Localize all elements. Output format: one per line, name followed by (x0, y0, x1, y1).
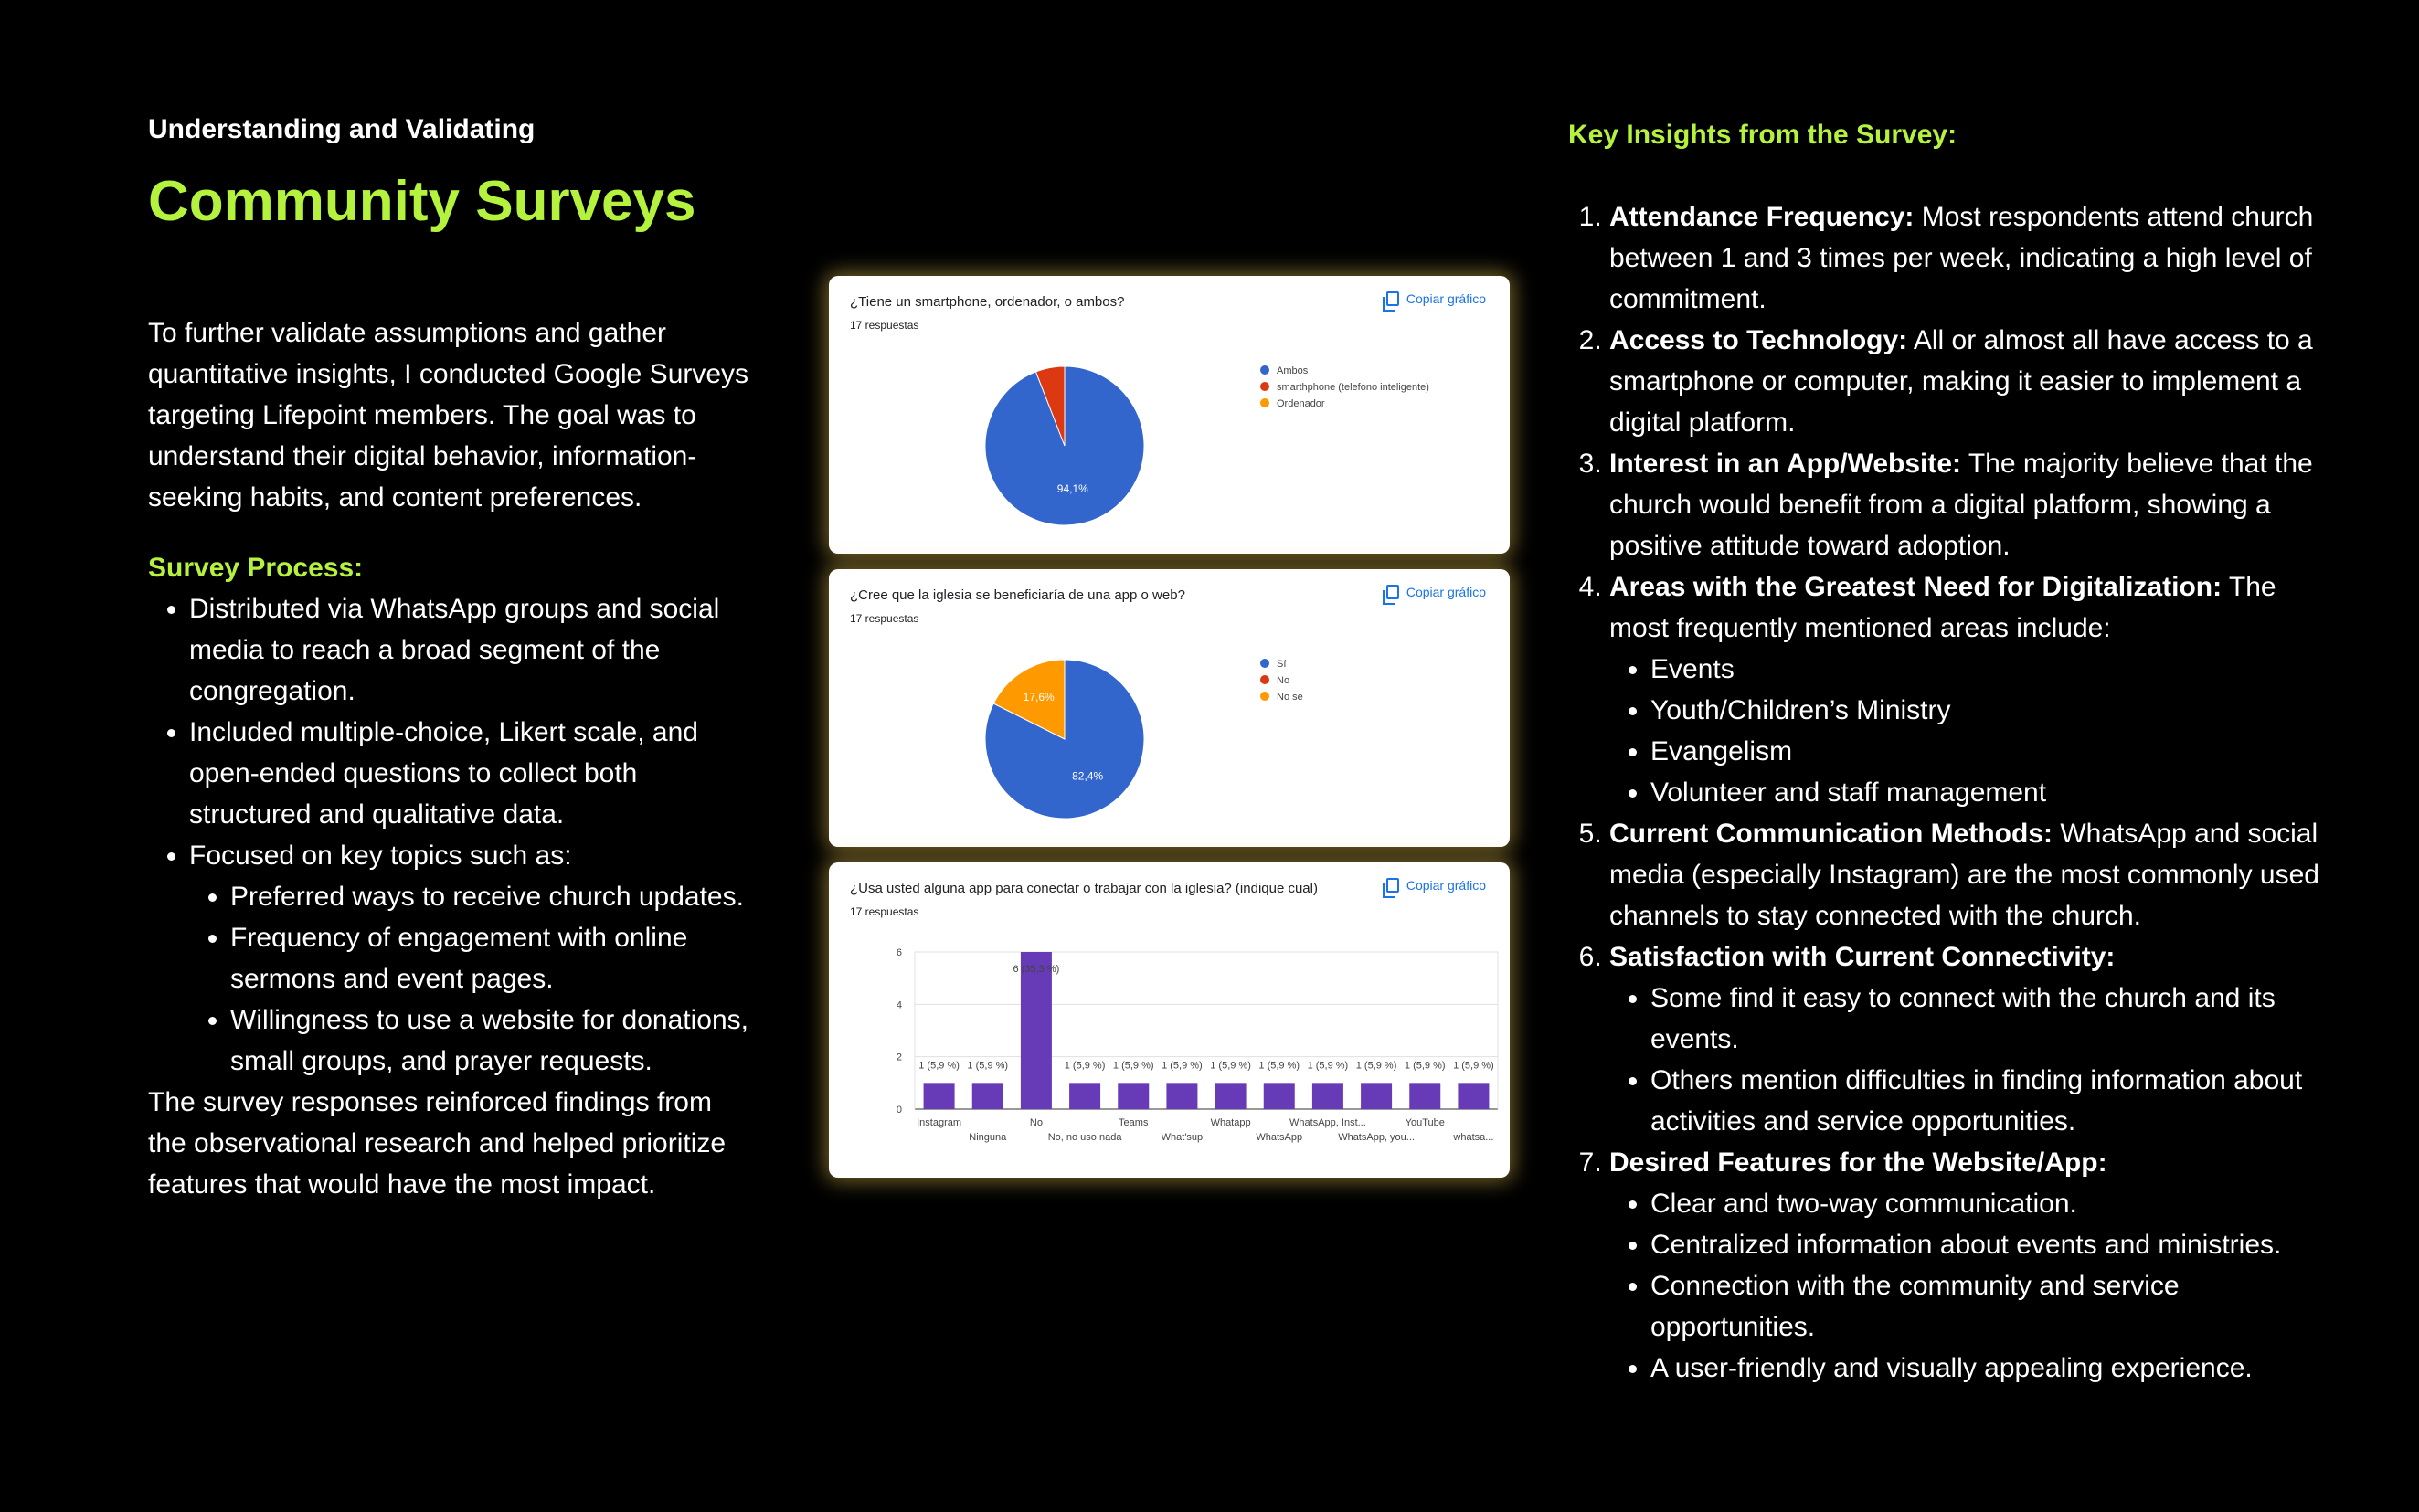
x-tick-label: What'sup (1161, 1132, 1204, 1143)
survey-process-list (148, 588, 751, 1082)
x-tick-label: Instagram (917, 1117, 962, 1128)
digitalization-areas-list (1609, 649, 2327, 813)
list-item (189, 835, 751, 1082)
copy-chart-label: Copiar gráfico (1406, 585, 1486, 599)
bar-data-label: 1 (5,9 %) (1355, 1060, 1397, 1072)
insight-item (1609, 936, 2327, 1142)
chart-card-benefit (829, 569, 1510, 847)
slice-label: 82,4% (1072, 769, 1104, 783)
legend-swatch (1260, 659, 1269, 668)
x-tick-label: WhatsApp, you... (1338, 1132, 1415, 1143)
response-count: 17 respuestas (850, 319, 919, 332)
list-item: • Frequency of engagement with online sermons and event pages. (230, 917, 751, 999)
list-item: • Others mention difficulties in finding information about activities and service opportunities. (1650, 1060, 2327, 1142)
legend-label: smarthphone (telefono inteligente) (1277, 382, 1429, 393)
legend-swatch (1260, 382, 1269, 391)
insight-item (1609, 443, 2327, 566)
insight-text: WhatsApp and social media (especially Instagram) are the most commonly used channels to stay connected with the church. (1609, 819, 2319, 931)
y-tick-label: 0 (896, 1105, 902, 1115)
x-tick-label: WhatsApp, Inst... (1289, 1117, 1366, 1128)
bar-data-label: 6 (35,3 %) (1013, 964, 1060, 975)
intro-paragraph: To further validate assumptions and gather quantitative insights, I conducted Google Surveys targeting Lifepoint members. The goal was to understand their digital behavior, information-seeking habits, and content preferences. (148, 318, 749, 513)
bar (1312, 1083, 1343, 1109)
bar (1458, 1083, 1489, 1109)
bar (924, 1083, 955, 1109)
closing-paragraph: The survey responses reinforced findings from the observational research and helped prioritize features that would have the most impact. (148, 1087, 727, 1200)
x-tick-label: Whatapp (1210, 1117, 1251, 1128)
list-item: • Preferred ways to receive church updates. (230, 876, 751, 917)
list-item: • Distributed via WhatsApp groups and social media to reach a broad segment of the congregation. (189, 588, 751, 712)
bar (1118, 1083, 1149, 1109)
list-item: • Clear and two-way communication. (1650, 1183, 2327, 1224)
legend-swatch (1260, 675, 1269, 684)
insight-title: Access to Technology: (1609, 325, 1908, 355)
slice-label: 17,6% (1023, 691, 1055, 704)
bar-data-label: 1 (5,9 %) (1112, 1060, 1154, 1072)
y-tick-label: 6 (896, 947, 902, 958)
list-item-text: Focused on key topics such as: (189, 841, 572, 871)
bar-data-label: 1 (5,9 %) (918, 1060, 960, 1072)
x-tick-label: No (1029, 1117, 1043, 1128)
insight-text: All or almost all have access to a smartphone or computer, making it easier to implement a digital platform. (1609, 325, 2313, 438)
list-item: • Volunteer and staff management (1650, 772, 2327, 813)
list-item: • Included multiple-choice, Likert scale, and open-ended questions to collect both structured and qualitative data. (189, 712, 751, 835)
insight-text: The majority believe that the church would benefit from a digital platform, showing a positive attitude toward adoption. (1609, 449, 2313, 561)
chart-card-devices (829, 276, 1510, 554)
insight-item (1609, 196, 2327, 320)
insight-item (1609, 320, 2327, 443)
insight-text: Most respondents attend church between 1 and 3 times per week, indicating a high level of commitment. (1609, 202, 2314, 314)
insight-item (1609, 566, 2327, 813)
bar (1021, 952, 1052, 1109)
y-tick-label: 4 (896, 999, 902, 1011)
insight-title: Interest in an App/Website: (1609, 449, 1962, 479)
x-tick-label: whatsa... (1453, 1132, 1494, 1143)
copy-chart-label: Copiar gráfico (1406, 291, 1486, 306)
legend-label: Ambos (1277, 365, 1309, 376)
bar (1409, 1083, 1440, 1109)
list-item: • Connection with the community and service opportunities. (1650, 1265, 2327, 1348)
list-item: • Willingness to use a website for donations, small groups, and prayer requests. (230, 999, 751, 1082)
topics-list (189, 876, 751, 1082)
list-item: • Youth/Children’s Ministry (1650, 690, 2327, 731)
list-item: • Centralized information about events and ministries. (1650, 1224, 2327, 1265)
bar-data-label: 1 (5,9 %) (1210, 1060, 1251, 1072)
slice-label: 94,1% (1056, 482, 1088, 496)
list-item: • A user-friendly and visually appealing experience. (1650, 1348, 2327, 1389)
bar-data-label: 1 (5,9 %) (1453, 1060, 1494, 1072)
pie-chart-benefit (829, 569, 1510, 847)
insight-title: Desired Features for the Website/App: (1609, 1147, 2107, 1178)
bar (1166, 1083, 1197, 1109)
chart-card-apps (829, 862, 1510, 1178)
legend-label: No sé (1277, 692, 1303, 703)
bar (1361, 1083, 1392, 1109)
x-tick-label: Teams (1119, 1117, 1149, 1128)
response-count: 17 respuestas (850, 905, 919, 918)
insights-column (1568, 114, 2327, 1389)
bar (1069, 1083, 1100, 1109)
connectivity-list (1609, 978, 2327, 1142)
question-title: ¿Tiene un smartphone, ordenador, o ambos? (850, 294, 1125, 310)
legend-label: No (1277, 675, 1290, 686)
legend-swatch (1260, 365, 1269, 375)
charts-column (829, 276, 1510, 1193)
legend-label: Ordenador (1277, 398, 1325, 409)
question-title: ¿Cree que la iglesia se beneficiaría de una app o web? (850, 587, 1185, 603)
desired-features-list (1609, 1183, 2327, 1389)
insight-title: Areas with the Greatest Need for Digitalization: (1609, 572, 2223, 602)
list-item: • Evangelism (1650, 731, 2327, 772)
legend-swatch (1260, 398, 1269, 407)
bar-data-label: 1 (5,9 %) (1404, 1060, 1446, 1072)
list-item: • Events (1650, 649, 2327, 690)
eyebrow: Understanding and Validating (148, 114, 536, 144)
bar-data-label: 1 (5,9 %) (1307, 1060, 1349, 1072)
insights-heading: Key Insights from the Survey: (1568, 120, 1957, 150)
question-title: ¿Usa usted alguna app para conectar o trabajar con la iglesia? (indique cual) (850, 881, 1318, 896)
legend-label: Sí (1277, 659, 1287, 670)
left-column (148, 114, 751, 1205)
bar-data-label: 1 (5,9 %) (1162, 1060, 1203, 1072)
bar (1215, 1083, 1247, 1109)
survey-process-heading: Survey Process: (148, 553, 364, 583)
y-tick-label: 2 (896, 1052, 902, 1063)
bar-chart-apps (829, 862, 1510, 1178)
bar-data-label: 1 (5,9 %) (967, 1060, 1009, 1072)
insight-title: Current Communication Methods: (1609, 819, 2053, 849)
legend-swatch (1260, 692, 1269, 701)
insight-title: Attendance Frequency: (1609, 202, 1915, 232)
insights-list (1568, 196, 2327, 1389)
x-tick-label: YouTube (1405, 1117, 1445, 1128)
bar (1264, 1083, 1295, 1109)
response-count: 17 respuestas (850, 612, 919, 625)
bar-data-label: 1 (5,9 %) (1064, 1060, 1106, 1072)
insight-title: Satisfaction with Current Connectivity: (1609, 942, 2116, 972)
x-tick-label: WhatsApp (1256, 1132, 1303, 1143)
bar-data-label: 1 (5,9 %) (1258, 1060, 1300, 1072)
insight-item (1609, 813, 2327, 936)
copy-chart-label: Copiar gráfico (1406, 878, 1486, 893)
page-title: Community Surveys (148, 170, 696, 233)
insight-item (1609, 1142, 2327, 1389)
insight-text: The most frequently mentioned areas include: (1609, 572, 2276, 643)
bar (972, 1083, 1003, 1109)
x-tick-label: No, no uso nada (1047, 1132, 1122, 1143)
x-tick-label: Ninguna (969, 1132, 1007, 1143)
pie-chart-devices (829, 276, 1510, 554)
list-item: • Some find it easy to connect with the church and its events. (1650, 978, 2327, 1060)
